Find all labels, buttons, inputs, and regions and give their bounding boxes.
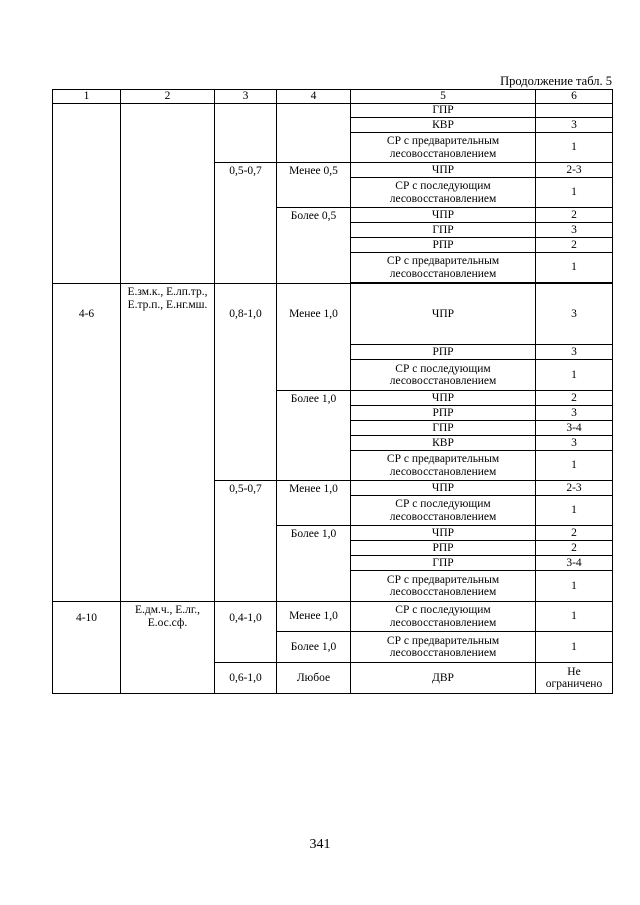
stock-cell: Менее 1,0 bbox=[277, 602, 351, 632]
header-col-4: 4 bbox=[277, 90, 351, 104]
repeat-cell: 2-3 bbox=[536, 481, 613, 496]
cutting-type-cell: СР с последующим лесовосстановлением bbox=[351, 360, 536, 391]
repeat-cell bbox=[536, 104, 613, 118]
density-cell bbox=[215, 104, 277, 163]
repeat-cell: 3 bbox=[536, 284, 613, 345]
repeat-cell: 1 bbox=[536, 253, 613, 283]
group-number: 4-10 bbox=[75, 612, 98, 624]
density-cell bbox=[215, 284, 277, 481]
repeat-cell: 3 bbox=[536, 436, 613, 451]
forest-cutting-table bbox=[52, 89, 613, 694]
repeat-cell: 2 bbox=[536, 208, 613, 223]
stock-cell: Менее 0,5 bbox=[277, 163, 351, 208]
header-col-1: 1 bbox=[53, 90, 121, 104]
density-cell: 0,5-0,7 bbox=[215, 163, 277, 284]
repeat-cell: 2 bbox=[536, 526, 613, 541]
stock-cell: Менее 1,0 bbox=[277, 481, 351, 526]
header-col-5: 5 bbox=[351, 90, 536, 104]
table-header-row bbox=[53, 90, 613, 104]
group-col-1 bbox=[53, 284, 121, 602]
repeat-cell: 3 bbox=[536, 406, 613, 421]
stock-cell bbox=[277, 104, 351, 163]
repeat-cell: 1 bbox=[536, 451, 613, 481]
cutting-type-cell: СР с последующим лесовосстановлением bbox=[351, 602, 536, 632]
repeat-cell: 1 bbox=[536, 178, 613, 208]
cutting-type-cell: ЧПР bbox=[351, 163, 536, 178]
cutting-type-cell: ГПР bbox=[351, 104, 536, 118]
density-value: 0,8-1,0 bbox=[229, 308, 262, 320]
repeat-cell: 3-4 bbox=[536, 421, 613, 436]
group-col-1 bbox=[53, 104, 121, 284]
density-cell: 0,6-1,0 bbox=[215, 663, 277, 694]
page-number: 341 bbox=[309, 837, 331, 852]
cutting-type-cell: ЧПР bbox=[351, 481, 536, 496]
repeat-cell: 1 bbox=[536, 360, 613, 391]
cutting-type-cell: СР с последующим лесовосстановлением bbox=[351, 178, 536, 208]
group-col-2: Е.дм.ч., Е.лг., Е.ос.сф. bbox=[121, 602, 215, 694]
stock-cell: Более 0,5 bbox=[277, 208, 351, 284]
density-value: 0,4-1,0 bbox=[229, 612, 262, 624]
cutting-type-cell: ЧПР bbox=[351, 284, 536, 345]
cutting-type-cell: РПР bbox=[351, 238, 536, 253]
table-row bbox=[53, 104, 613, 118]
repeat-cell: 1 bbox=[536, 602, 613, 632]
cutting-type-cell: СР с предварительным лесовосстановлением bbox=[351, 253, 536, 283]
repeat-cell: 2 bbox=[536, 541, 613, 556]
cutting-type-cell: ГПР bbox=[351, 421, 536, 436]
repeat-cell: 2 bbox=[536, 238, 613, 253]
cutting-type-cell: СР с предварительным лесовосстановлением bbox=[351, 632, 536, 663]
group-number: 4-6 bbox=[78, 308, 95, 320]
table-row bbox=[53, 602, 613, 632]
cutting-type-cell: КВР bbox=[351, 118, 536, 133]
cutting-type-cell: ЧПР bbox=[351, 391, 536, 406]
stock-cell: Более 1,0 bbox=[277, 526, 351, 602]
group-col-2 bbox=[121, 104, 215, 284]
cutting-type-cell: СР с предварительным лесовосстановлением bbox=[351, 133, 536, 163]
table-caption: Продолжение табл. 5 bbox=[500, 74, 612, 88]
repeat-cell: 2-3 bbox=[536, 163, 613, 178]
cutting-type-cell: ГПР bbox=[351, 223, 536, 238]
header-col-2: 2 bbox=[121, 90, 215, 104]
cutting-type-cell: КВР bbox=[351, 436, 536, 451]
group-col-1 bbox=[53, 602, 121, 694]
stock-cell: Более 1,0 bbox=[277, 391, 351, 481]
stock-cell: Любое bbox=[277, 663, 351, 694]
cutting-type-cell: РПР bbox=[351, 406, 536, 421]
cutting-type-cell: ДВР bbox=[351, 663, 536, 694]
cutting-type-cell: СР с предварительным лесовосстановлением bbox=[351, 571, 536, 602]
header-col-3: 3 bbox=[215, 90, 277, 104]
repeat-cell: 1 bbox=[536, 632, 613, 663]
cutting-type-cell: СР с предварительным лесовосстановлением bbox=[351, 451, 536, 481]
cutting-type-cell: ГПР bbox=[351, 556, 536, 571]
cutting-type-cell: РПР bbox=[351, 541, 536, 556]
cutting-type-cell: ЧПР bbox=[351, 526, 536, 541]
repeat-cell: 3 bbox=[536, 223, 613, 238]
density-cell bbox=[215, 602, 277, 663]
group-col-2: Е.зм.к., Е.лп.тр., Е.тр.п., Е.нг.мш. bbox=[121, 284, 215, 602]
repeat-cell: 3 bbox=[536, 345, 613, 360]
header-col-6: 6 bbox=[536, 90, 613, 104]
repeat-cell: 3 bbox=[536, 118, 613, 133]
repeat-cell: 1 bbox=[536, 496, 613, 526]
repeat-cell: Не ограничено bbox=[536, 663, 613, 694]
cutting-type-cell: РПР bbox=[351, 345, 536, 360]
stock-cell: Более 1,0 bbox=[277, 632, 351, 663]
table-row bbox=[53, 284, 613, 345]
repeat-cell: 3-4 bbox=[536, 556, 613, 571]
repeat-cell: 1 bbox=[536, 571, 613, 602]
stock-value: Менее 1,0 bbox=[289, 308, 338, 320]
cutting-type-cell: ЧПР bbox=[351, 208, 536, 223]
cutting-type-cell: СР с последующим лесовосстановлением bbox=[351, 496, 536, 526]
repeat-cell: 2 bbox=[536, 391, 613, 406]
repeat-cell: 1 bbox=[536, 133, 613, 163]
density-cell: 0,5-0,7 bbox=[215, 481, 277, 602]
stock-cell bbox=[277, 284, 351, 391]
